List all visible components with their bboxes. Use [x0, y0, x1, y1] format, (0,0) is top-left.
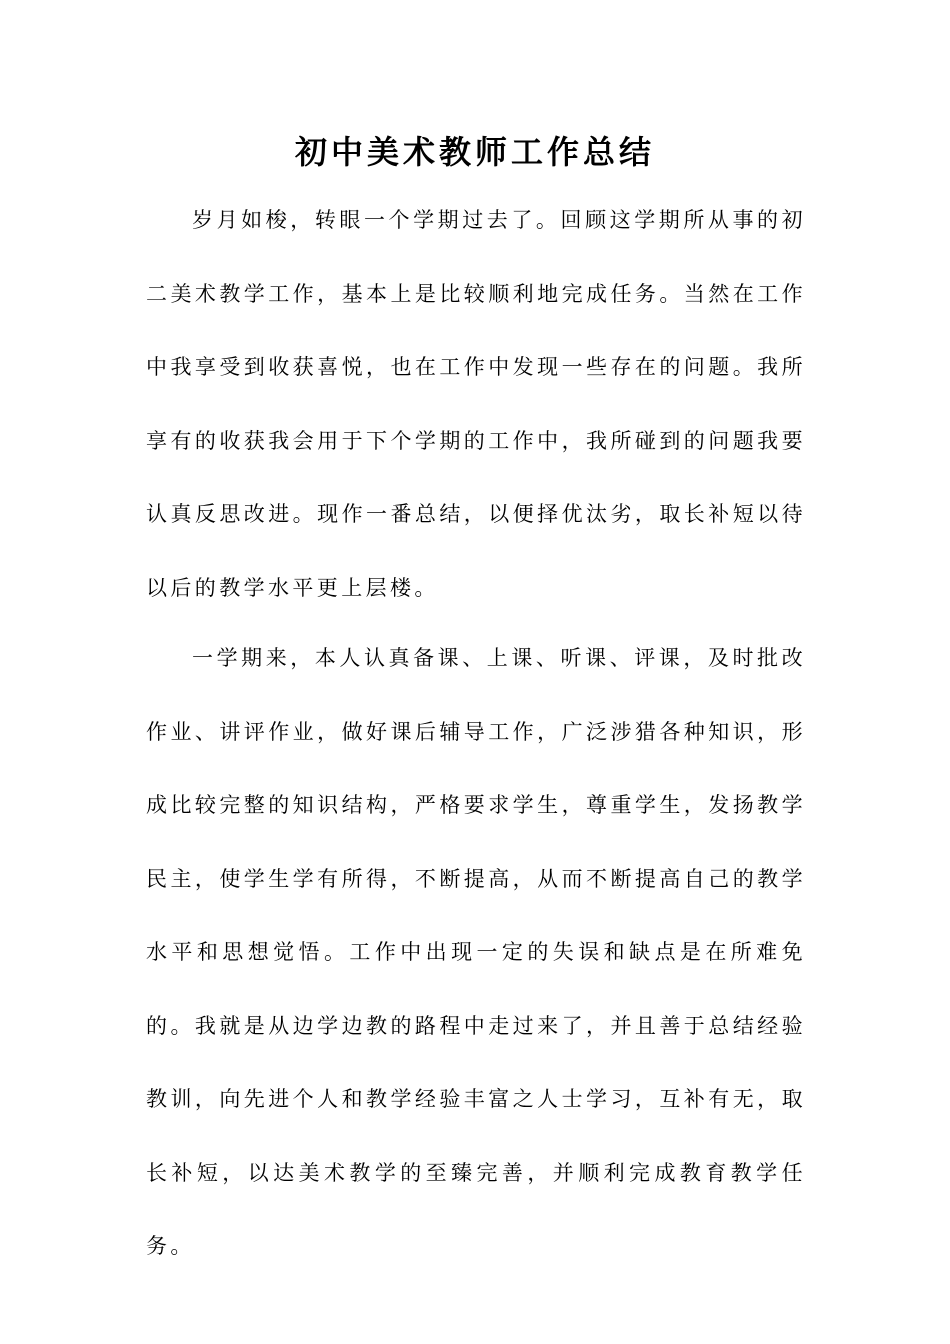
paragraph-2: 一学期来，本人认真备课、上课、听课、评课，及时批改作业、讲评作业，做好课后辅导工作，广泛涉猎各种知识，形成比较完整的知识结构，严格要求学生，尊重学生，发扬教学民主，使学生学有所得，不断提高，从而不断提高自己的教学水平和思想觉悟。工作中出现一定的失误和缺点是在所难免的。我就是从边学边教的路程中走过来了，并且善于总结经验教训，向先进个人和教学经验丰富之人士学习，互补有无，取长补短，以达美术教学的至臻完善，并顺利完成教育教学任务。	[146, 646, 806, 1258]
document-title: 初中美术教师工作总结	[294, 133, 655, 171]
paragraph-1: 岁月如梭，转眼一个学期过去了。回顾这学期所从事的初二美术教学工作，基本上是比较顺利地完成任务。当然在工作中我享受到收获喜悦，也在工作中发现一些存在的问题。我所享有的收获我会用于下个学期的工作中，我所碰到的问题我要认真反思改进。现作一番总结，以便择优汰劣，取长补短以待以后的教学水平更上层楼。	[146, 208, 806, 600]
